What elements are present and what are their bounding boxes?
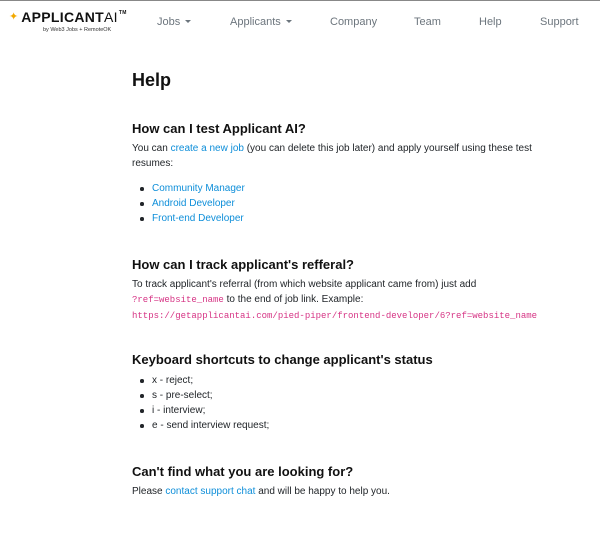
- referral-text: To track applicant's referral (from which website applicant came from) just add: [132, 279, 477, 290]
- test-resumes-list: [132, 181, 245, 226]
- resume-frontend-developer-link[interactable]: Front-end Developer: [152, 213, 244, 224]
- support-text-before: Please: [132, 486, 166, 497]
- brand-trademark: TM: [118, 10, 127, 16]
- test-text-before: You can: [132, 143, 171, 154]
- resume-android-developer-link[interactable]: Android Developer: [152, 198, 235, 209]
- test-text-after: (you can delete this job later) and apply yourself using these test resumes:: [132, 143, 532, 169]
- referral-heading: How can I track applicant's refferal?: [132, 257, 354, 272]
- nav-support[interactable]: Support: [540, 16, 579, 28]
- resume-community-manager-link[interactable]: Community Manager: [152, 183, 245, 194]
- nav-applicants-label: Applicants: [230, 16, 281, 28]
- navbar: [0, 1, 600, 43]
- brand-name-text: APPLICANT: [21, 9, 105, 25]
- list-item: i - interview;: [132, 403, 269, 418]
- nav-help[interactable]: Help: [479, 16, 502, 28]
- brand-name: [21, 10, 126, 24]
- referral-paragraph: [132, 277, 552, 324]
- support-text-after: and will be happy to help you.: [255, 486, 390, 497]
- referral-text-after: to the end of job link. Example:: [223, 294, 364, 305]
- nav-team[interactable]: Team: [414, 16, 441, 28]
- page-title: Help: [132, 70, 172, 90]
- caret-down-icon: [286, 20, 292, 23]
- test-heading: How can I test Applicant AI?: [132, 121, 306, 136]
- brand-ai-text: AI: [104, 9, 118, 25]
- nav-applicants-dropdown[interactable]: [230, 16, 292, 28]
- referral-param-code: ?ref=website_name: [132, 295, 224, 305]
- nav-jobs-dropdown[interactable]: [157, 16, 191, 28]
- support-paragraph: [132, 484, 552, 499]
- sparkle-icon: ✦: [9, 11, 19, 23]
- create-job-link[interactable]: create a new job: [170, 143, 244, 154]
- list-item: x - reject;: [132, 373, 269, 388]
- list-item: e - send interview request;: [132, 418, 269, 433]
- referral-example-code: https://getapplicantai.com/pied-piper/frontend-developer/6?ref=website_name: [132, 311, 538, 321]
- support-heading: Can't find what you are looking for?: [132, 464, 354, 479]
- list-item: [132, 181, 245, 196]
- nav-company[interactable]: Company: [330, 16, 378, 28]
- caret-down-icon: [185, 20, 191, 23]
- shortcuts-heading: Keyboard shortcuts to change applicant's status: [132, 352, 433, 367]
- contact-support-link[interactable]: contact support chat: [165, 486, 256, 497]
- nav-jobs-label: Jobs: [157, 16, 181, 28]
- list-item: [132, 196, 245, 211]
- list-item: [132, 211, 245, 226]
- list-item: s - pre-select;: [132, 388, 269, 403]
- brand-subtitle: by Web3 Jobs + RemoteOK: [43, 27, 112, 33]
- brand-logo[interactable]: [9, 10, 127, 33]
- shortcuts-list: [132, 373, 269, 433]
- test-paragraph: [132, 141, 552, 171]
